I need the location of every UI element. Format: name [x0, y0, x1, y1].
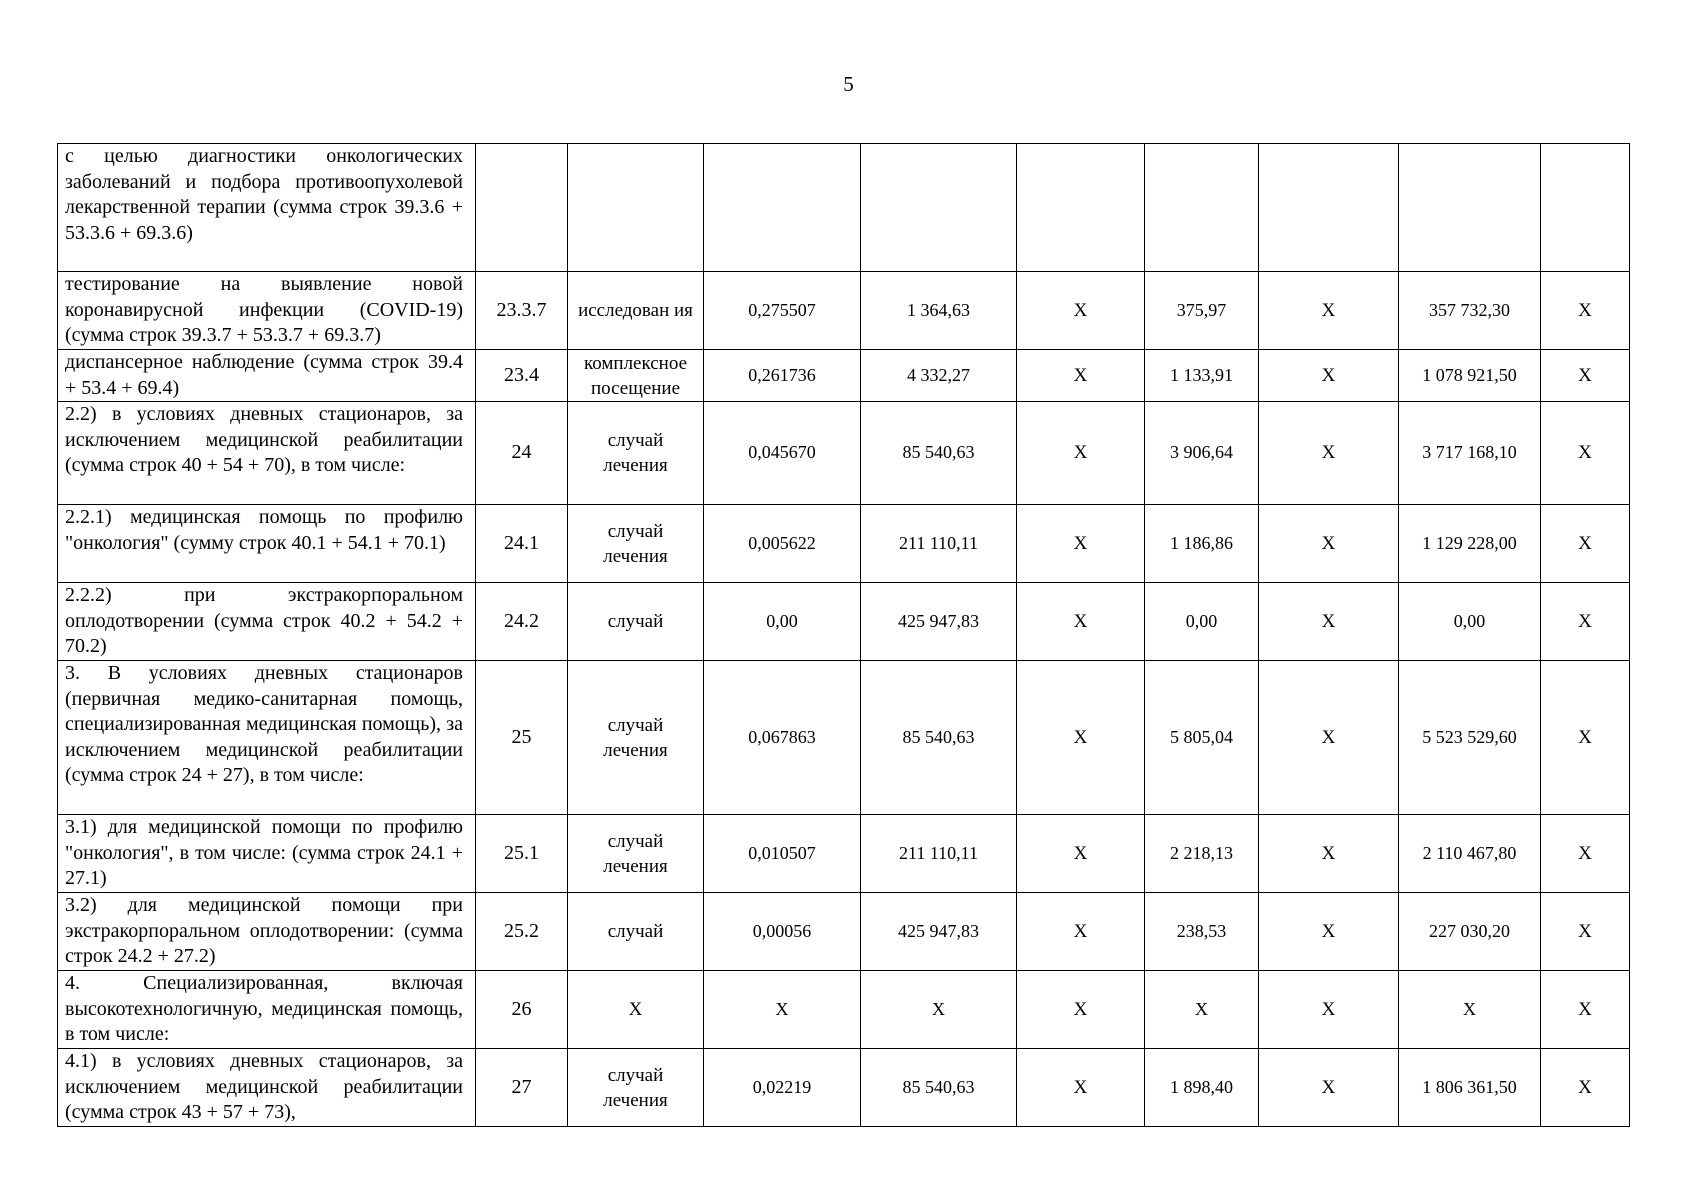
- row-description: 2.2) в условиях дневных стационаров, за исключением медицинской реабилитации (сумма строк 40 + 54 + 70), в том числе:: [58, 402, 476, 505]
- row-col8: 1 129 228,00: [1399, 505, 1541, 583]
- row-col5: Х: [1017, 661, 1145, 815]
- row-unit: комплексное посещение: [568, 350, 704, 402]
- table-row: [58, 350, 1630, 402]
- row-col7: Х: [1259, 505, 1399, 583]
- row-col6: 5 805,04: [1145, 661, 1259, 815]
- row-col7: Х: [1259, 893, 1399, 971]
- row-col6: 0,00: [1145, 583, 1259, 661]
- row-col8: [1399, 144, 1541, 272]
- row-col6: [1145, 144, 1259, 272]
- row-cost: 425 947,83: [861, 583, 1017, 661]
- row-cost: 211 110,11: [861, 505, 1017, 583]
- table-row: [58, 661, 1630, 815]
- row-norm: Х: [704, 971, 861, 1049]
- row-norm: 0,045670: [704, 402, 861, 505]
- table-row: [58, 583, 1630, 661]
- row-col6: 2 218,13: [1145, 815, 1259, 893]
- row-unit: Х: [568, 971, 704, 1049]
- row-code: 24: [476, 402, 568, 505]
- table-row: [58, 1049, 1630, 1127]
- row-col8: 3 717 168,10: [1399, 402, 1541, 505]
- row-cost: 85 540,63: [861, 1049, 1017, 1127]
- table-row: [58, 272, 1630, 350]
- row-norm: 0,010507: [704, 815, 861, 893]
- row-norm: 0,261736: [704, 350, 861, 402]
- row-description: 4.1) в условиях дневных стационаров, за исключением медицинской реабилитации (сумма строк 43 + 57 + 73),: [58, 1049, 476, 1127]
- row-col7: [1259, 144, 1399, 272]
- row-unit: случай лечения: [568, 1049, 704, 1127]
- row-col6: Х: [1145, 971, 1259, 1049]
- row-description: 3. В условиях дневных стационаров (первичная медико-санитарная помощь, специализированная медицинская помощь), за исключением медицинской реабилитации (сумма строк 24 + 27), в том числе:: [58, 661, 476, 815]
- row-col6: 238,53: [1145, 893, 1259, 971]
- row-unit: случай лечения: [568, 402, 704, 505]
- row-norm: 0,00: [704, 583, 861, 661]
- data-table: [57, 143, 1630, 1127]
- row-col8: 227 030,20: [1399, 893, 1541, 971]
- row-col9: Х: [1541, 402, 1630, 505]
- row-col8: 0,00: [1399, 583, 1541, 661]
- row-col5: Х: [1017, 971, 1145, 1049]
- row-col5: Х: [1017, 272, 1145, 350]
- page-number: 5: [843, 72, 854, 96]
- row-unit: случай лечения: [568, 815, 704, 893]
- row-code: 24.1: [476, 505, 568, 583]
- row-col7: Х: [1259, 971, 1399, 1049]
- row-cost: [861, 144, 1017, 272]
- row-unit: случай лечения: [568, 661, 704, 815]
- row-description: 3.1) для медицинской помощи по профилю "онкология", в том числе: (сумма строк 24.1 + 27.1): [58, 815, 476, 893]
- row-unit: случай лечения: [568, 505, 704, 583]
- row-description: с целью диагностики онкологических заболеваний и подбора противоопухолевой лекарственной терапии (сумма строк 39.3.6 + 53.3.6 + 69.3.6): [58, 144, 476, 272]
- row-norm: 0,02219: [704, 1049, 861, 1127]
- row-col9: Х: [1541, 971, 1630, 1049]
- row-col9: Х: [1541, 505, 1630, 583]
- row-description: 2.2.1) медицинская помощь по профилю "онкология" (сумму строк 40.1 + 54.1 + 70.1): [58, 505, 476, 583]
- row-norm: [704, 144, 861, 272]
- row-code: [476, 144, 568, 272]
- table-row: [58, 402, 1630, 505]
- row-col6: 3 906,64: [1145, 402, 1259, 505]
- row-col6: 375,97: [1145, 272, 1259, 350]
- row-col9: Х: [1541, 1049, 1630, 1127]
- row-col6: 1 898,40: [1145, 1049, 1259, 1127]
- row-code: 27: [476, 1049, 568, 1127]
- row-col5: Х: [1017, 815, 1145, 893]
- row-col5: Х: [1017, 505, 1145, 583]
- row-col8: 5 523 529,60: [1399, 661, 1541, 815]
- row-cost: 425 947,83: [861, 893, 1017, 971]
- row-col9: Х: [1541, 815, 1630, 893]
- row-col9: [1541, 144, 1630, 272]
- row-code: 26: [476, 971, 568, 1049]
- row-col7: Х: [1259, 815, 1399, 893]
- row-col7: Х: [1259, 661, 1399, 815]
- row-description: 2.2.2) при экстракорпоральном оплодотворении (сумма строк 40.2 + 54.2 + 70.2): [58, 583, 476, 661]
- row-unit: случай: [568, 583, 704, 661]
- row-col5: Х: [1017, 583, 1145, 661]
- row-unit: случай: [568, 893, 704, 971]
- row-description: тестирование на выявление новой коронавирусной инфекции (COVID-19) (сумма строк 39.3.7 + 53.3.7 + 69.3.7): [58, 272, 476, 350]
- table-row: [58, 971, 1630, 1049]
- row-col8: 1 806 361,50: [1399, 1049, 1541, 1127]
- row-col9: Х: [1541, 350, 1630, 402]
- row-cost: 85 540,63: [861, 402, 1017, 505]
- row-description: 4. Специализированная, включая высокотехнологичную, медицинская помощь, в том числе:: [58, 971, 476, 1049]
- row-code: 25.2: [476, 893, 568, 971]
- row-code: 25: [476, 661, 568, 815]
- row-col6: 1 133,91: [1145, 350, 1259, 402]
- row-col8: Х: [1399, 971, 1541, 1049]
- row-col7: Х: [1259, 1049, 1399, 1127]
- row-norm: 0,275507: [704, 272, 861, 350]
- row-col6: 1 186,86: [1145, 505, 1259, 583]
- row-cost: 4 332,27: [861, 350, 1017, 402]
- row-col8: 2 110 467,80: [1399, 815, 1541, 893]
- row-col5: Х: [1017, 402, 1145, 505]
- row-description: диспансерное наблюдение (сумма строк 39.4 + 53.4 + 69.4): [58, 350, 476, 402]
- row-code: 25.1: [476, 815, 568, 893]
- row-col8: 1 078 921,50: [1399, 350, 1541, 402]
- row-norm: 0,005622: [704, 505, 861, 583]
- row-col7: Х: [1259, 402, 1399, 505]
- row-cost: 211 110,11: [861, 815, 1017, 893]
- row-code: 23.3.7: [476, 272, 568, 350]
- row-unit: исследован ия: [568, 272, 704, 350]
- row-norm: 0,067863: [704, 661, 861, 815]
- row-col5: Х: [1017, 350, 1145, 402]
- row-col8: 357 732,30: [1399, 272, 1541, 350]
- row-col5: [1017, 144, 1145, 272]
- row-col7: Х: [1259, 350, 1399, 402]
- row-col7: Х: [1259, 583, 1399, 661]
- row-col9: Х: [1541, 583, 1630, 661]
- row-col5: Х: [1017, 893, 1145, 971]
- row-col5: Х: [1017, 1049, 1145, 1127]
- row-cost: Х: [861, 971, 1017, 1049]
- table-row: [58, 144, 1630, 272]
- table-row: [58, 893, 1630, 971]
- row-unit: [568, 144, 704, 272]
- row-norm: 0,00056: [704, 893, 861, 971]
- row-col7: Х: [1259, 272, 1399, 350]
- row-col9: Х: [1541, 893, 1630, 971]
- table-row: [58, 815, 1630, 893]
- row-description: 3.2) для медицинской помощи при экстракорпоральном оплодотворении: (сумма строк 24.2 + 27.2): [58, 893, 476, 971]
- row-col9: Х: [1541, 272, 1630, 350]
- row-cost: 85 540,63: [861, 661, 1017, 815]
- row-code: 24.2: [476, 583, 568, 661]
- table-row: [58, 505, 1630, 583]
- row-col9: Х: [1541, 661, 1630, 815]
- row-code: 23.4: [476, 350, 568, 402]
- row-cost: 1 364,63: [861, 272, 1017, 350]
